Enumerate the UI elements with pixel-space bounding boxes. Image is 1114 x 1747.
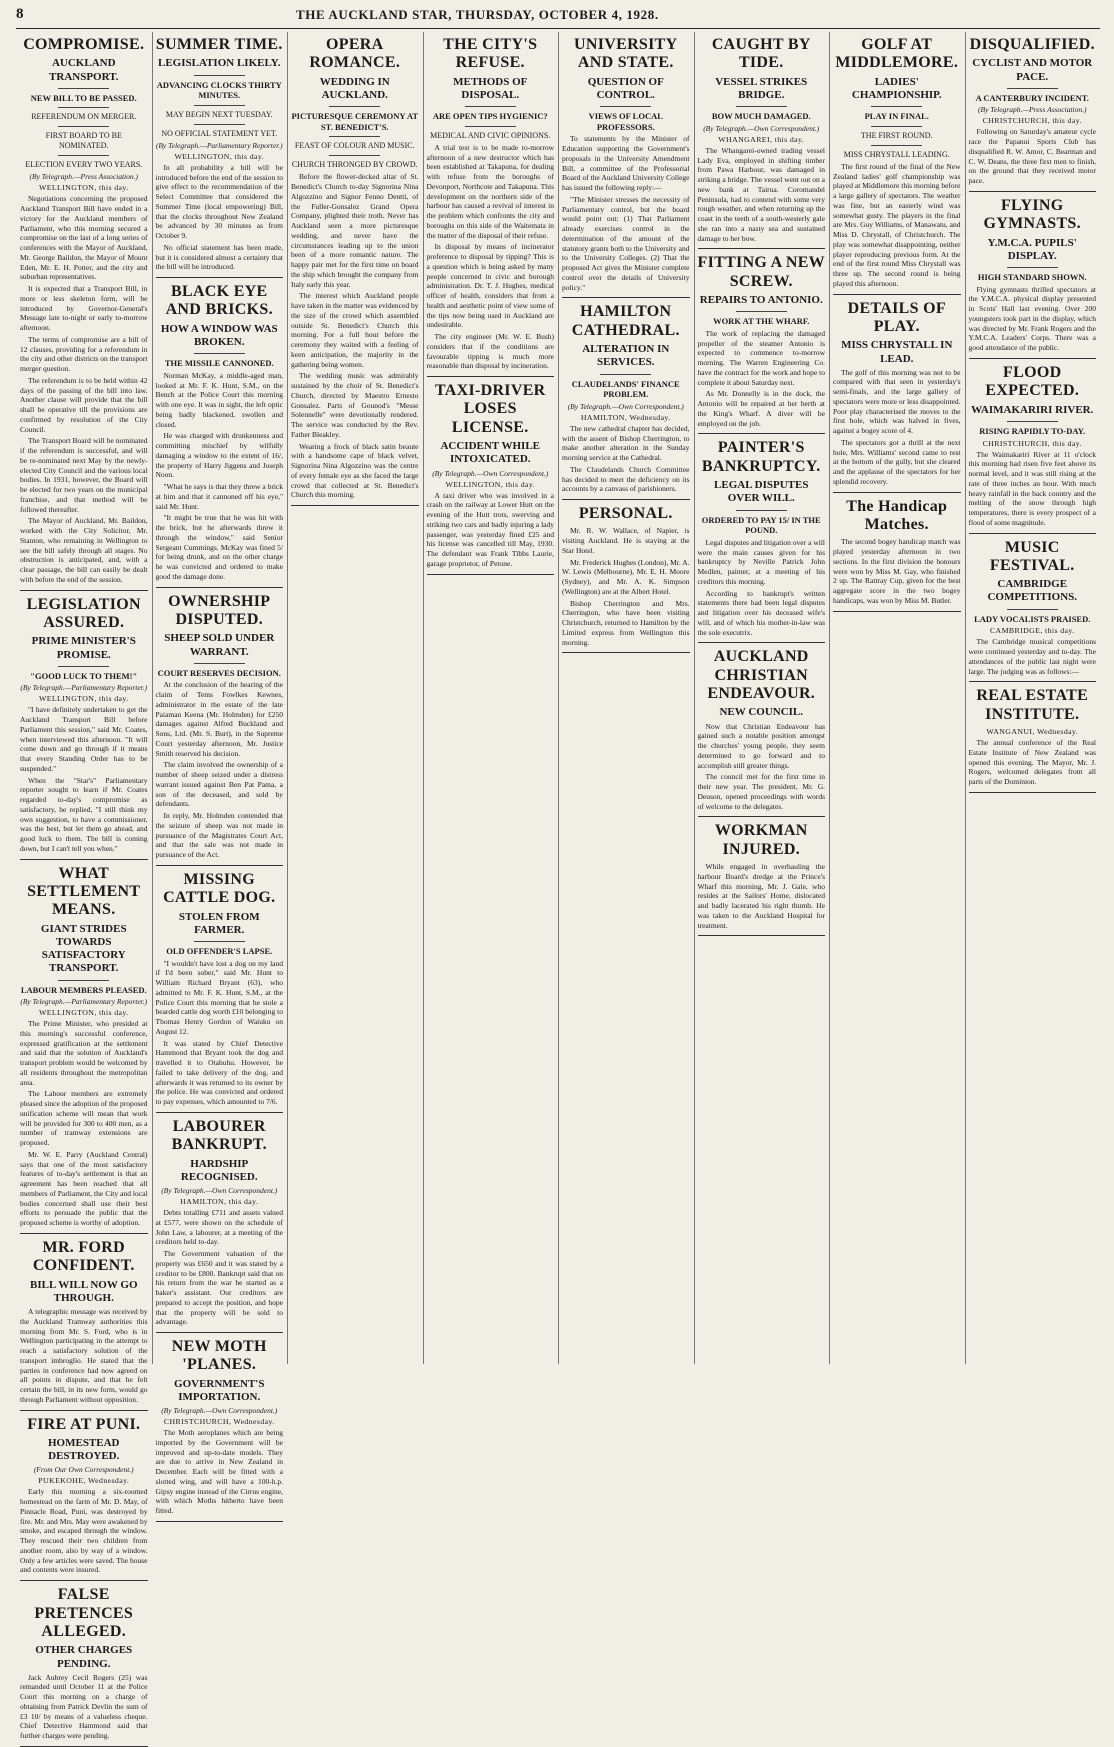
article-divider [20, 1233, 148, 1234]
article-headline: MISSING CATTLE DOG. [163, 870, 276, 907]
article-divider [156, 277, 284, 278]
article-subhead: BILL WILL NOW GO THROUGH. [30, 1278, 138, 1304]
article-paragraph: "The Minister stresses the necessity of Parliamentary control, but the board would point out: (1) That Parliament already exercises control in the determination of the amount of the statutory grants both to the University and to the University Colleges. (2) That the proposed Act gives the Minister complete control over the details of University policy." [562, 194, 690, 292]
article-byline: (By Telegraph.—Own Correspondent.) [567, 401, 684, 411]
subhead-divider [329, 106, 380, 107]
subhead-divider [329, 136, 380, 137]
article-paragraph: The second bogey handicap match was played yesterday afternoon in two sections. In the first division the honours were won by Miss M. Gay, who finished 2 up. The Rattray Cup, given for the best aggregate score in the two bogey handicaps, was won by Miss M. Butler. [833, 537, 961, 605]
article-paragraph: Mr. Frederick Hughes (London), Mr. A. W. Lewis (Melbourne), Mr. E. H. Moore (Sydney), and Mr. A. K. Simpson (Wellington) are at the Albert Hotel. [562, 557, 690, 596]
article-dateline: WELLINGTON, this day. [38, 1008, 129, 1018]
subhead-divider [736, 106, 787, 107]
article-subhead: COURT RESERVES DECISION. [157, 667, 281, 678]
article-byline: (By Telegraph.—Own Correspondent.) [432, 468, 549, 478]
article-subhead: HIGH STANDARD SHOWN. [977, 272, 1087, 283]
subhead-divider [194, 941, 245, 942]
subhead-divider [194, 124, 245, 125]
subhead-divider [329, 155, 380, 156]
article-subhead: WAIMAKARIRI RIVER. [971, 403, 1094, 416]
article-subhead: BOW MUCH DAMAGED. [711, 111, 811, 122]
article-subhead: GOVERNMENT'S IMPORTATION. [174, 1377, 265, 1404]
article [833, 36, 961, 295]
article-divider [20, 590, 148, 591]
article-headline: AUCKLAND CHRISTIAN ENDEAVOUR. [707, 648, 816, 703]
article-subhead: MAY BEGIN NEXT TUESDAY. [165, 109, 273, 119]
article-subhead: REPAIRS TO ANTONIO. [699, 294, 823, 307]
article-subhead: LEGISLATION LIKELY. [158, 57, 281, 70]
article-subhead: NO OFFICIAL STATEMENT YET. [161, 128, 278, 138]
article-headline: CAUGHT BY TIDE. [711, 36, 811, 72]
article-subhead: WORK AT THE WHARF. [713, 316, 810, 327]
article-divider [562, 297, 690, 298]
article-divider [833, 294, 961, 295]
article-divider [562, 499, 690, 500]
article [698, 648, 826, 817]
article-dateline: HAMILTON, this day. [180, 1197, 259, 1207]
article-paragraph: Mr. R. W. Wallace, of Napier, is visiting Auckland. He is staying at the Star Hotel. [562, 526, 690, 555]
article-byline: (From Our Own Correspondent.) [33, 1465, 134, 1475]
article-divider [969, 533, 1097, 534]
subhead-divider [58, 88, 109, 89]
article-divider [20, 1580, 148, 1581]
article-dateline: HAMILTON, Wednesday. [580, 412, 671, 422]
column-rule [829, 32, 830, 1364]
article-paragraph: A trial test is to be made to-morrow afternoon of a new destructor which has been established at Takapuna, for dealing with refuse from the boroughs of Devonport, Northcote and Takapuna. This development on the northern side of the harbour has caused a revival of interest in the problem which confronts the city and boroughs on this side of the Waitemata in the matter of the disposal of their refuse. [426, 142, 554, 240]
article-headline: TAXI-DRIVER LOSES LICENSE. [434, 382, 546, 436]
column-rule [423, 32, 424, 1364]
article-subhead: Y.M.C.A. PUPILS' DISPLAY. [987, 236, 1077, 262]
article-paragraph: As Mr. Donnelly is in the dock, the Antonio will be repaired at her berth at the King's Wharf. A diver will be employed on the job. [697, 389, 825, 428]
article-headline: MR. FORD CONFIDENT. [32, 1238, 135, 1275]
column-rule [558, 32, 559, 1364]
article-subhead: ALTERATION IN SERVICES. [582, 343, 670, 369]
article-paragraph: In reply, Mr. Holmden contended that the seizure of sheep was not made in pursuance of the Magistrates Court Act, and that the sale was not made in pursuance of the Act. [155, 811, 283, 860]
article-divider [833, 492, 961, 493]
article-subhead: WEDDING IN AUCKLAND. [319, 75, 390, 101]
article-dateline: WANGANUI, Wednesday. [986, 727, 1079, 737]
article-divider [969, 681, 1097, 682]
masthead [16, 4, 1100, 29]
article-paragraph: In all probability a bill will be introduced before the end of the session to give effect to the recommendation of the Select Committee that considered the Summer Time (local empowering) Bill, that the clocks throughout New Zealand be advanced by 30 minutes as from October 9. [155, 162, 283, 241]
article-headline: MUSIC FESTIVAL. [989, 538, 1075, 574]
column-5 [562, 32, 690, 1364]
article-dateline: WELLINGTON, this day. [38, 694, 129, 704]
article-divider [698, 816, 826, 817]
article-subhead: PICTURESQUE CEREMONY AT ST. BENEDICT'S. [291, 111, 419, 132]
article-paragraph: The work of replacing the damaged propeller of the steamer Antonio is expected to commence to-morrow morning. The Warren Engineering Co. have the contract for the work and hope to complete it about Saturday next. [697, 328, 825, 387]
article-paragraph: Early this morning a six-roomed homestead on the farm of Mr. D. May, of Pinnacle Road, Puni, was destroyed by fire. Mr. and Mrs. May were awakened by smoke, and escaped through the window. They rescued their two children from another room, also by way of a window. Only a few articles were saved. The house and contents were insured. [20, 1487, 148, 1575]
article-paragraph: The referendum is to be held within 42 days of the passing of the bill into law. Another clause will provide that the bill shall be operative till the provisions are confirmed by resolution of the City Council. [20, 375, 148, 434]
article-divider [969, 792, 1097, 793]
article-subhead: MEDICAL AND CIVIC OPINIONS. [430, 130, 551, 140]
article-divider [698, 248, 826, 249]
article [156, 1338, 284, 1522]
column-rule [694, 32, 695, 1364]
article-subhead: HARDSHIP RECOGNISED. [180, 1157, 258, 1183]
article-subhead: ELECTION EVERY TWO YEARS. [25, 160, 143, 170]
article-divider [698, 433, 826, 434]
article-subhead: PLAY IN FINAL. [864, 111, 929, 122]
article-byline: (By Telegraph.—Own Correspondent.) [703, 123, 820, 133]
article [833, 300, 961, 493]
article-headline: DISQUALIFIED. [969, 36, 1095, 53]
article-paragraph: "I have definitely undertaken to get the Auckland Transport Bill before Parliament this session," said Mr. Coates, when interviewed this afternoon. "It will come down and go through if it means that every Standing Order has to be suspended." [20, 705, 148, 773]
article-paragraph: The Mayor of Auckland, Mr. Baildon, worked with the City Solicitor, Mr. Stanton, who remaining in Wellington to see the bill safely through all stages. No obstruction is anticipated, and, with a clear passage, the bill can easily be dealt with before the end of the session. [20, 516, 148, 584]
article-headline: FIRE AT PUNI. [27, 1415, 141, 1433]
article-paragraph: Debts totalling £711 and assets valued at £577, were shown on the schedule of John Law, a labourer, at a meeting of the creditors held to-day. [155, 1208, 283, 1247]
subhead-divider [194, 663, 245, 664]
subhead-divider [58, 980, 109, 981]
article-paragraph: Jack Aubrey Cecil Rogers (25) was remanded until October 11 at the Police Court this morning on a charge of obtaining from Patrick Devlin the sum of £3 10/ by means of a valueless cheque. Chief Detective Hammond said that further charges were pending. [20, 1672, 148, 1741]
article-subhead: OTHER CHARGES PENDING. [35, 1644, 133, 1670]
article [698, 254, 826, 434]
subhead-divider [1007, 609, 1058, 610]
subhead-divider [871, 106, 922, 107]
article-divider [969, 358, 1097, 359]
article-subhead: NEW COUNCIL. [719, 706, 804, 719]
article-paragraph: A telegraphic message was received by the Auckland Tramway authorities this morning from Mr. S. Ford, who is in Wellington participating in the attempt to reach a satisfactory solution of the transport imbroglio. He stated that the parties in conference had now agreed on all points in dispute, and that he felt certain the bill, in its new form, would go through Parliament without opposition. [20, 1307, 148, 1404]
article-subhead: ACCIDENT WHILE INTOXICATED. [440, 440, 541, 466]
article [427, 382, 555, 575]
subhead-divider [465, 106, 516, 107]
article-subhead: QUESTION OF CONTROL. [587, 75, 664, 101]
article-headline: SUMMER TIME. [155, 36, 283, 53]
article [969, 539, 1097, 683]
article-byline: (By Telegraph.—Parliamentary Reporter.) [20, 683, 148, 693]
article-subhead: LADY VOCALISTS PRAISED. [974, 613, 1091, 624]
subhead-divider [58, 666, 109, 667]
article-paragraph: No official statement has been made, but it is considered almost a certainty that the bill will be introduced. [155, 242, 283, 272]
article [20, 1239, 148, 1411]
article [156, 871, 284, 1113]
article [969, 687, 1097, 793]
subhead-divider [600, 106, 651, 107]
article-headline: BLACK EYE AND BRICKS. [165, 283, 273, 319]
article-subhead: CYCLIST AND MOTOR PACE. [972, 57, 1093, 83]
column-6 [698, 32, 826, 1364]
article-byline: (By Telegraph.—Own Correspondent.) [161, 1406, 278, 1416]
article-paragraph: Bishop Cherrington and Mrs. Cherrington, who have been visiting Christchurch, returned to Hamilton by the Limited express from Wellington this morning. [562, 598, 690, 647]
article-subhead: RISING RAPIDLY TO-DAY. [979, 425, 1086, 436]
article-subhead: CLAUDELANDS' FINANCE PROBLEM. [571, 378, 680, 400]
article-paragraph: When the "Star's" Parliamentary reporter sought to learn if Mr. Coates regarded to-day's compromise as satisfactory, he replied, "I still think my own suggestion, to have a commissioner, was the best, but let them go ahead, and good luck to them. The bill is coming down, but I can't tell you when." [20, 775, 148, 853]
article-paragraph: The interest which Auckland people have taken in the matter was evidenced by the size of the crowd which assembled outside St. Benedict's Church this morning. For a full hour before the ceremony they waited with a feeling of keen anticipation, the majority in the gathering being women. [291, 291, 419, 369]
article-paragraph: The Moth aeroplanes which are being imported by the Government will be improved and up-to-date models. They are due to arrive in New Zealand in December. Each will be fitted with a slotted wing, and will have a 100-h.p. Gipsy engine instead of the Cirrus engine, with which Moths hitherto have been fitted. [155, 1428, 283, 1516]
column-8 [969, 32, 1097, 1364]
article-divider [156, 1332, 284, 1333]
article [20, 1416, 148, 1582]
article-subhead: "GOOD LUCK TO THEM!" [30, 670, 138, 681]
article-headline: LEGISLATION ASSURED. [26, 595, 141, 632]
article-divider [833, 611, 961, 612]
article-headline: HAMILTON CATHEDRAL. [571, 303, 680, 339]
article-dateline: CHRISTCHURCH, Wednesday. [163, 1417, 275, 1427]
article-paragraph: It was stated by Chief Detective Hammond that Bryant took the dog and travelled it to Otahuhu. However, he failed to take delivery of the dog, and afterwards it was returned to its owner by the police. He was convicted and ordered to pay expenses, which amounted to 7/6. [155, 1038, 283, 1107]
article-paragraph: Following on Saturday's amateur cycle race the Papanui Sports Club has disqualified R. W. Amor, C. Bearman and C. W. Deans, the three first men to finish, on the ground that they received motor pace. [968, 127, 1096, 186]
article [20, 865, 148, 1234]
article-byline: (By Telegraph.—Own Correspondent.) [161, 1186, 278, 1196]
article-headline: COMPROMISE. [23, 36, 145, 53]
article-paragraph: While engaged in overhauling the harbour Board's dredge at the Prince's Wharf this morning, Mr. J. Gale, who resides at the Sailors' Home, dislocated and badly lacerated his right thumb. He was taken to the Auckland Hospital for treatment. [697, 862, 825, 930]
article-paragraph: It is expected that a Transport Bill, in more or less skeleton form, will be introduced by Governor-General's Message late to-night or early to-morrow afternoon. [20, 284, 148, 333]
article-paragraph: The first round of the final of the New Zealand ladies' golf championship was played at Middlemore this morning before a large gallery of spectators. The weather was fine, but an easterly wind was somewhat gusty. The players in the final are Mrs. Guy Williams, of Manawatu, and Miss D. Chrystall, of Christchurch. The play was somewhat disappointing, neither player reproducing previous form. At the end of the first round Miss Chrystall was three up. The second round is being played this afternoon. [833, 161, 961, 288]
article-headline: DETAILS OF PLAY. [847, 299, 946, 335]
article-paragraph: According to bankrupt's written statements there had been legal disputes and litigation over his deceased wife's will, and of which his mother-in-law was the sole executrix. [697, 588, 825, 637]
article-subhead: A CANTERBURY INCIDENT. [975, 92, 1089, 103]
column-rule [965, 32, 966, 1364]
article-headline: REAL ESTATE INSTITUTE. [976, 687, 1089, 723]
article-subhead: LABOUR MEMBERS PLEASED. [20, 984, 147, 995]
article-paragraph: The annual conference of the Real Estate Institute of New Zealand was opened this evening. The Mayor, Mr. J. Rogers, welcomed delegates from all parts of the Dominion. [968, 738, 1096, 787]
article-subhead: FIRST BOARD TO BE NOMINATED. [45, 131, 122, 151]
column-4 [427, 32, 555, 1364]
article-paragraph: Norman McKay, a middle-aged man, looked at Mr. F. K. Hunt, S.M., on the Bench at the Police Court this morning with one eye. It was in sight, the left optic being badly blackened, swollen and closed. [155, 370, 283, 429]
article-subhead: AUCKLAND TRANSPORT. [49, 57, 119, 83]
article-headline: FALSE PRETENCES ALLEGED. [34, 1586, 134, 1640]
article-divider [427, 376, 555, 377]
article-paragraph: The Government valuation of the property was £650 and it was stated by a creditor to be £800. Bankrupt said that on his return from the war he started as a baker's assistant. Our creditors are prepared to accept the position, and hope that the property will be sold to advantage. [155, 1249, 283, 1327]
article-paragraph: The Waimakariri River at 11 o'clock this morning had risen five feet above its normal level, and it was still rising at the rate of three inches an hour. With much heavy rainfall in the back country and the melting of the snow through high temperatures, there is every prospect of a flood of some magnitude. [968, 449, 1096, 527]
article-headline: UNIVERSITY AND STATE. [574, 36, 678, 72]
article-divider [698, 935, 826, 936]
article-headline: PAINTER'S BANKRUPTCY. [701, 439, 821, 475]
article-subhead: LADIES' CHAMPIONSHIP. [851, 75, 942, 101]
article-dateline: WELLINGTON, this day. [174, 151, 265, 161]
article-paragraph: The Labour members are extremely pleased since the adoption of the proposed unification scheme will mean that work will be provided for 300 to 400 men, as a number of tramway extensions are proposed. [20, 1089, 148, 1148]
article-headline: FLYING GYMNASTS. [983, 196, 1081, 233]
article-headline: WORKMAN INJURED. [714, 822, 808, 858]
article-subhead: ARE OPEN TIPS HYGIENIC? [432, 111, 548, 122]
article-paragraph: A taxi driver who was involved in a crash on the railway at Lower Hutt on the evening of the Hutt trots, swerving and striking two cars and badly injuring a lady passenger, was yesterday fined £25 and his license was cancelled till May, 1930. The defendant was Frank Tibbs Laurie, garage proprietor, of Petone. [426, 490, 554, 568]
article-subhead: MISS CHRYSTALL IN LEAD. [841, 339, 953, 365]
article-paragraph: The Claudelands Church Committee has decided to meet the deficiency on its accounts by a canvass of parishioners. [562, 464, 690, 494]
article-subhead: VIEWS OF LOCAL PROFESSORS. [588, 111, 663, 132]
article-paragraph: Negotiations concerning the proposed Auckland Transport Bill have ended in a victory for the Auckland members of Parliament, who this morning secured a compromise on the last of a long series of conferences with the Mayor of Auckland, Mr. George Baildon, the Mayor of Mount Eden, Mr. E. H. Potter, and the city and suburban representatives. [20, 194, 148, 282]
article-divider [156, 1112, 284, 1113]
article [20, 1586, 148, 1747]
article-subhead: NEW BILL TO BE PASSED. [30, 92, 137, 103]
article [156, 36, 284, 278]
article [698, 822, 826, 936]
article-paragraph: "I wouldn't have lost a dog on my land if I'd been sober," said Mr. Hunt to William Richard Bryant (63), who admitted to Mr. F. K. Hunt, S.M., at the Police Court this morning that he stole a bearded cattle dog worth £10 belonging to Thomas Henry Gordon of Waiuku on August 12. [155, 958, 283, 1036]
article-subhead: THE MISSILE CANNONED. [164, 358, 274, 369]
article [156, 1118, 284, 1333]
article-paragraph: In disposal by means of incinerator preference to disposal by tipping? This is a question which is being asked by many people concerned in civic and borough administration. Dr. T. J. Hughes, medical officer of health, considers that from a health and aesthetic point of view some of the tips now being used in Auckland are undesirable. [426, 242, 554, 330]
subhead-divider [1007, 88, 1058, 89]
article-byline: (By Telegraph.—Parliamentary Reporter.) [155, 140, 283, 150]
column-7 [833, 32, 961, 1364]
article-paragraph: The wedding music was admirably sustained by the choir of St. Benedict's Church, directed by Maestro Ernesto Gonsalez. Parts of Gounod's "Messe Solennelle" were devotionally rendered. The service was conducted by the Rev. Father Bleakley. [291, 371, 419, 439]
column-rule [287, 32, 288, 1364]
article-subhead: THE FIRST ROUND. [860, 130, 933, 140]
article-paragraph: The new cathedral chapter has decided, with the assent of Bishop Cherrington, to make another alteration in the Sunday morning service at the Cathedral. [562, 423, 690, 463]
article [698, 36, 826, 249]
article-subhead: OLD OFFENDER'S LAPSE. [166, 946, 273, 957]
article-subhead: HOW A WINDOW WAS BROKEN. [160, 322, 278, 349]
article-subhead: CAMBRIDGE COMPETITIONS. [987, 578, 1078, 604]
article-headline: OPERA ROMANCE. [309, 36, 401, 72]
article-headline: The Handicap Matches. [846, 497, 948, 534]
article-headline: NEW MOTH 'PLANES. [171, 1338, 267, 1374]
subhead-divider [58, 126, 109, 127]
article-divider [20, 1410, 148, 1411]
article-subhead: ADVANCING CLOCKS THIRTY MINUTES. [156, 79, 282, 101]
article-headline: LABOURER BANKRUPT. [171, 1117, 267, 1154]
article-subhead: ORDERED TO PAY 15/ IN THE POUND. [701, 514, 821, 536]
article-paragraph: Legal disputes and litigation over a will were the main causes given for his bankruptcy by Neville Patrick John Medlen, painter, at a meeting of his creditors this morning. [697, 537, 825, 586]
subhead-divider [736, 510, 787, 511]
article-paragraph: Mr. W. E. Parry (Auckland Central) says that one of the most satisfactory features of to-day's settlement is that an agreement has been reached that all members of Parliament, the City and local bodies concerned shall use their best efforts to persuade the public that the proposed scheme is worthy of adoption. [20, 1149, 148, 1228]
article-divider [156, 587, 284, 588]
article-paragraph: "It might be true that he was hit with the brick, but he afterwards threw it through the window," said Senior Sergeant Cummings. McKay was fined 5/ for being drunk, and on the other charge he was convicted and ordered to make good the damage done. [155, 513, 283, 581]
article-divider [156, 1521, 284, 1522]
article [20, 596, 148, 860]
article-paragraph: Before the flower-decked altar of St. Benedict's Church to-day Signorina Nina Algozzino and Signor Fenno Dentti, of the Fuller-Gonsalez Grand Opera Company, plighted their troth. Never has Auckland seen a more picturesque wedding, and never have the circumstances leading up to the union been of a more romantic nature. The happy pair met for the first time on board the ship which brought the company from Italy early this year. [291, 172, 419, 289]
article-subhead: VESSEL STRIKES BRIDGE. [715, 75, 808, 101]
article-paragraph: To statements by the Minister of Education supporting the Government's proposals in the University Amendment Bill, a committee of the Professorial Board of the Auckland University College has issued the following reply:— [562, 134, 690, 193]
newspaper-columns [16, 32, 1100, 1741]
article-divider [291, 505, 419, 506]
article-paragraph: At the conclusion of the hearing of the claim of Tems Fowlkes Kewnes, administrator in the estate of the late Paiaman Keena (Mr. Holmden) for £250 damages against Alfred Buckland and Sons, Ltd. (Mr. S. Burt), in the Supreme Court yesterday afternoon, Mr. Justice Smith reserved his decision. [155, 680, 283, 758]
article [969, 364, 1097, 534]
article-subhead: PRIME MINISTER'S PROMISE. [31, 635, 136, 661]
article-headline: PERSONAL. [578, 505, 673, 523]
article-subhead: SHEEP SOLD UNDER WARRANT. [164, 632, 275, 658]
article-paragraph: The golf of this morning was not to be compared with that seen in yesterday's semi-finals, and the large gallery of spectators were more or less disappointed. Poor play characterised the moves to the first hole, which was halved in fives, against a bogey score of 4. [833, 367, 961, 436]
article-headline: FITTING A NEW SCREW. [697, 254, 825, 290]
article-dateline: WELLINGTON, this day. [38, 183, 129, 193]
subhead-divider [194, 75, 245, 76]
article-dateline: WELLINGTON, this day. [445, 479, 536, 489]
article-paragraph: The council met for the first time in their new year. The president, Mr. G. Deuson, opened proceedings with words of welcome to the delegates. [697, 772, 825, 811]
article-subhead: FEAST OF COLOUR AND MUSIC. [294, 141, 415, 151]
article-paragraph: The Transport Board will be nominated if the referendum is successful, and will be re-nominated next May by the newly-elected City Council and the various local bodies. In 1931, however, the Board will be elected for two years on the municipal franchise, and that method will be followed thereafter. [20, 436, 148, 514]
column-rule [152, 32, 153, 1364]
article-subhead: MISS CHRYSTALL LEADING. [843, 149, 950, 159]
article-divider [969, 191, 1097, 192]
article [698, 439, 826, 643]
article-paragraph: The city engineer (Mr. W. E. Bush) considers that if the conditions are favourable tipping is much more reasonable than disposal by incineration. [426, 332, 554, 371]
subhead-divider [1007, 421, 1058, 422]
article [427, 36, 555, 377]
article-paragraph: The spectators got a thrill at the next hole, Mrs. Williams' second came to rest at the bottom of the gully, but she cleared and the applause of the spectators for her splendid recovery. [833, 437, 961, 486]
article-subhead: GIANT STRIDES TOWARDS SATISFACTORY TRANSPORT. [40, 922, 127, 975]
article [969, 197, 1097, 359]
article-headline: FLOOD EXPECTED. [985, 363, 1080, 400]
article-dateline: CHRISTCHURCH, this day. [982, 116, 1082, 126]
article-divider [427, 574, 555, 575]
article-dateline: PUKEKOHE, Wednesday. [38, 1476, 130, 1486]
article [156, 593, 284, 866]
article-dateline: CHRISTCHURCH, this day. [982, 438, 1082, 448]
article-divider [156, 865, 284, 866]
article-paragraph: "What he says is that they threw a brick at him and that it cannoned off his eye," said Mr. Hunt. [155, 482, 283, 511]
article-paragraph: The Cambridge musical competitions were continued yesterday and to-day. The attendances of the public last night were large. The judging was as follows:— [968, 637, 1096, 676]
subhead-divider [600, 374, 651, 375]
article [20, 36, 148, 591]
article [562, 505, 690, 653]
column-3 [291, 32, 419, 1364]
column-1 [20, 32, 148, 1741]
article-headline: WHAT SETTLEMENT MEANS. [27, 864, 141, 919]
article [969, 36, 1097, 192]
article-subhead: STOLEN FROM FARMER. [178, 910, 260, 936]
article-divider [20, 859, 148, 860]
article-paragraph: Flying gymnasts thrilled spectators at the Y.M.C.A. physical display presented in Scots' Hall last evening. Over 200 youngsters took part in the display, which was directed by Mr. Frank Rogers and the Y.M.C.A. Leaders' Corps. There was a good attendance of the public. [968, 284, 1096, 353]
article-headline: GOLF AT MIDDLEMORE. [835, 36, 959, 72]
article-byline: (By Telegraph.—Parliamentary Reporter.) [20, 997, 148, 1007]
article-headline: THE CITY'S REFUSE. [443, 36, 538, 72]
article-byline: (By Telegraph.—Press Association.) [978, 105, 1087, 115]
column-2 [155, 32, 284, 1516]
subhead-divider [194, 353, 245, 354]
article [833, 498, 961, 612]
article-paragraph: The Prime Minister, who presided at this morning's successful conference, expressed gratification at the settlement and said that the solution of Auckland's transport problem would be welcomed by all residents throughout the metropolitan area. [20, 1019, 148, 1087]
article-dateline: CAMBRIDGE, this day. [989, 626, 1075, 636]
subhead-divider [194, 105, 245, 106]
article-paragraph: Now that Christian Endeavour has gained such a notable position amongst the churches' young people, they seem determined to go forward and to accomplish still greater things. [697, 721, 825, 770]
subhead-divider [871, 145, 922, 146]
article-subhead: HOMESTEAD DESTROYED. [47, 1437, 120, 1463]
subhead-divider [736, 311, 787, 312]
page-number: 8 [16, 6, 24, 22]
article-subhead: CHURCH THRONGED BY CROWD. [291, 160, 418, 170]
article [562, 36, 690, 298]
article-paragraph: The claim involved the ownership of a number of sheep seized under a distress warrant issued against Ben Pat Pama, a son of the deceased, and sold by defendants. [155, 760, 283, 809]
article [291, 36, 419, 506]
article [562, 303, 690, 500]
article-paragraph: He was charged with drunkenness and committing mischief by wilfully damaging a window to the extent of 16/, the property of Harry Jiggens and Joseph Noon. [155, 431, 283, 480]
article-divider [698, 642, 826, 643]
subhead-divider [58, 107, 109, 108]
subhead-divider [465, 126, 516, 127]
article-dateline: WHANGAREI, this day. [718, 134, 805, 144]
subhead-divider [1007, 267, 1058, 268]
article-paragraph: Wearing a frock of black satin beaute with a handsome cape of black velvet, Signorina Nina Algozzino was the centre of every female eye as she faced the large crowd that collected at St. Benedict's Church this morning. [291, 441, 419, 500]
subhead-divider [58, 155, 109, 156]
article-paragraph: The terms of compromise are a bill of 12 clauses, providing for a referendum in the city and other districts on the transport merger question. [20, 334, 148, 374]
article-subhead: REFERENDUM ON MERGER. [31, 112, 137, 122]
article-subhead: LEGAL DISPUTES OVER WILL. [714, 479, 809, 505]
subhead-divider [871, 126, 922, 127]
article-divider [562, 652, 690, 653]
newspaper-title: THE AUCKLAND STAR, THURSDAY, OCTOBER 4, 1928. [296, 7, 659, 22]
article-subhead: METHODS OF DISPOSAL. [453, 75, 528, 101]
article-paragraph: The Whangarei-owned trading vessel Lady Eva, employed in shifting timber from Pawa Harbour, was damaged in striking a bridge. The vessel went out on a new bank at Tairua. Coromandel Peninsula, had to contend with some very rough weather, and when returning up the coast in the teeth of a south-westerly gale she ran into a nasty sea and sustained damage to her bow. [697, 145, 825, 243]
article-headline: OWNERSHIP DISPUTED. [168, 592, 271, 628]
article-byline: (By Telegraph.—Press Association.) [29, 172, 138, 182]
article [156, 283, 284, 588]
